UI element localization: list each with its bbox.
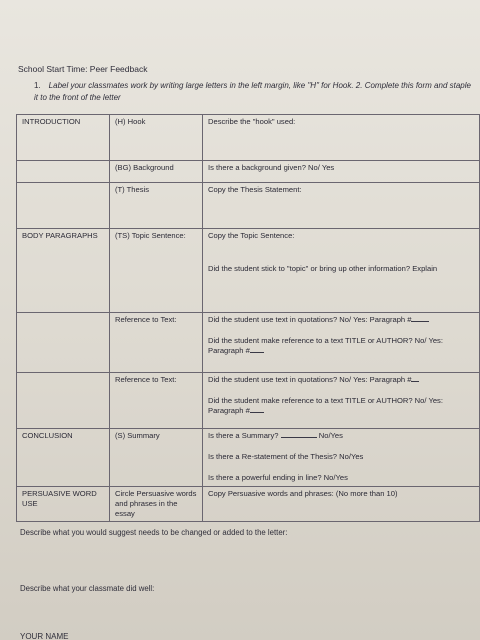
question-stick-to-topic: Did the student stick to "topic" or bring up other information? Explain	[208, 264, 438, 273]
question-background[interactable]: Is there a background given? No/ Yes	[203, 161, 480, 183]
table-row-reference-1	[17, 313, 480, 373]
table-row-hook	[17, 115, 480, 161]
section-empty	[17, 161, 110, 183]
label-background: (BG) Background	[110, 161, 203, 183]
question-hook[interactable]: Describe the "hook" used:	[203, 115, 480, 161]
label-hook: (H) Hook	[110, 115, 203, 161]
section-empty	[17, 313, 110, 373]
question-summary[interactable]	[203, 429, 480, 487]
table-row-thesis	[17, 183, 480, 229]
label-circle-persuasive: Circle Persuasive words and phrases in the essay	[110, 487, 203, 522]
question-is-summary: Is there a Summary?	[208, 431, 279, 440]
question-is-summary-answer: No/Yes	[318, 431, 343, 440]
question-quotations-2: Did the student use text in quotations? No/ Yes: Paragraph #	[208, 375, 412, 384]
table-row-summary	[17, 429, 480, 487]
label-summary: (S) Summary	[110, 429, 203, 487]
section-conclusion: CONCLUSION	[17, 429, 110, 487]
question-quotations-1: Did the student use text in quotations? No/ Yes: Paragraph #	[208, 315, 412, 324]
section-introduction: INTRODUCTION	[17, 115, 110, 161]
prompt-your-name: YOUR NAME	[20, 632, 69, 640]
instruction-number: 1.	[34, 81, 41, 90]
question-thesis[interactable]: Copy the Thesis Statement:	[203, 183, 480, 229]
section-body-paragraphs: BODY PARAGRAPHS	[17, 229, 110, 313]
table-row-topic-sentence	[17, 229, 480, 313]
prompt-did-well: Describe what your classmate did well:	[20, 584, 155, 593]
prompt-suggestions: Describe what you would suggest needs to be changed or added to the letter:	[20, 528, 288, 537]
question-powerful-ending: Is there a powerful ending in line? No/Yes	[208, 473, 348, 482]
label-thesis: (T) Thesis	[110, 183, 203, 229]
label-reference-1: Reference to Text:	[110, 313, 203, 373]
label-reference-2: Reference to Text:	[110, 373, 203, 429]
question-reference-1[interactable]	[203, 313, 480, 373]
instructions	[34, 80, 474, 104]
section-persuasive-word-use: PERSUASIVE WORD USE	[17, 487, 110, 522]
question-persuasive[interactable]: Copy Persuasive words and phrases: (No more than 10)	[203, 487, 480, 522]
section-empty	[17, 183, 110, 229]
table-row-reference-2	[17, 373, 480, 429]
question-title-author-2: Did the student make reference to a text TITLE or AUTHOR? No/ Yes: Paragraph #	[208, 396, 443, 415]
label-topic-sentence: (TS) Topic Sentence:	[110, 229, 203, 313]
feedback-table	[16, 114, 480, 522]
section-empty	[17, 373, 110, 429]
table-row-background	[17, 161, 480, 183]
question-title-author-1: Did the student make reference to a text TITLE or AUTHOR? No/ Yes: Paragraph #	[208, 336, 443, 355]
instruction-text: Label your classmates work by writing large letters in the left margin, like "H" for Hook. 2. Complete this form and staple it to the front of the letter	[34, 81, 471, 102]
table-row-persuasive	[17, 487, 480, 522]
page-title: School Start Time: Peer Feedback	[18, 64, 148, 74]
question-copy-topic: Copy the Topic Sentence:	[208, 231, 295, 240]
question-reference-2[interactable]	[203, 373, 480, 429]
question-topic-sentence[interactable]	[203, 229, 480, 313]
question-restatement: Is there a Re-statement of the Thesis? No/Yes	[208, 452, 364, 461]
